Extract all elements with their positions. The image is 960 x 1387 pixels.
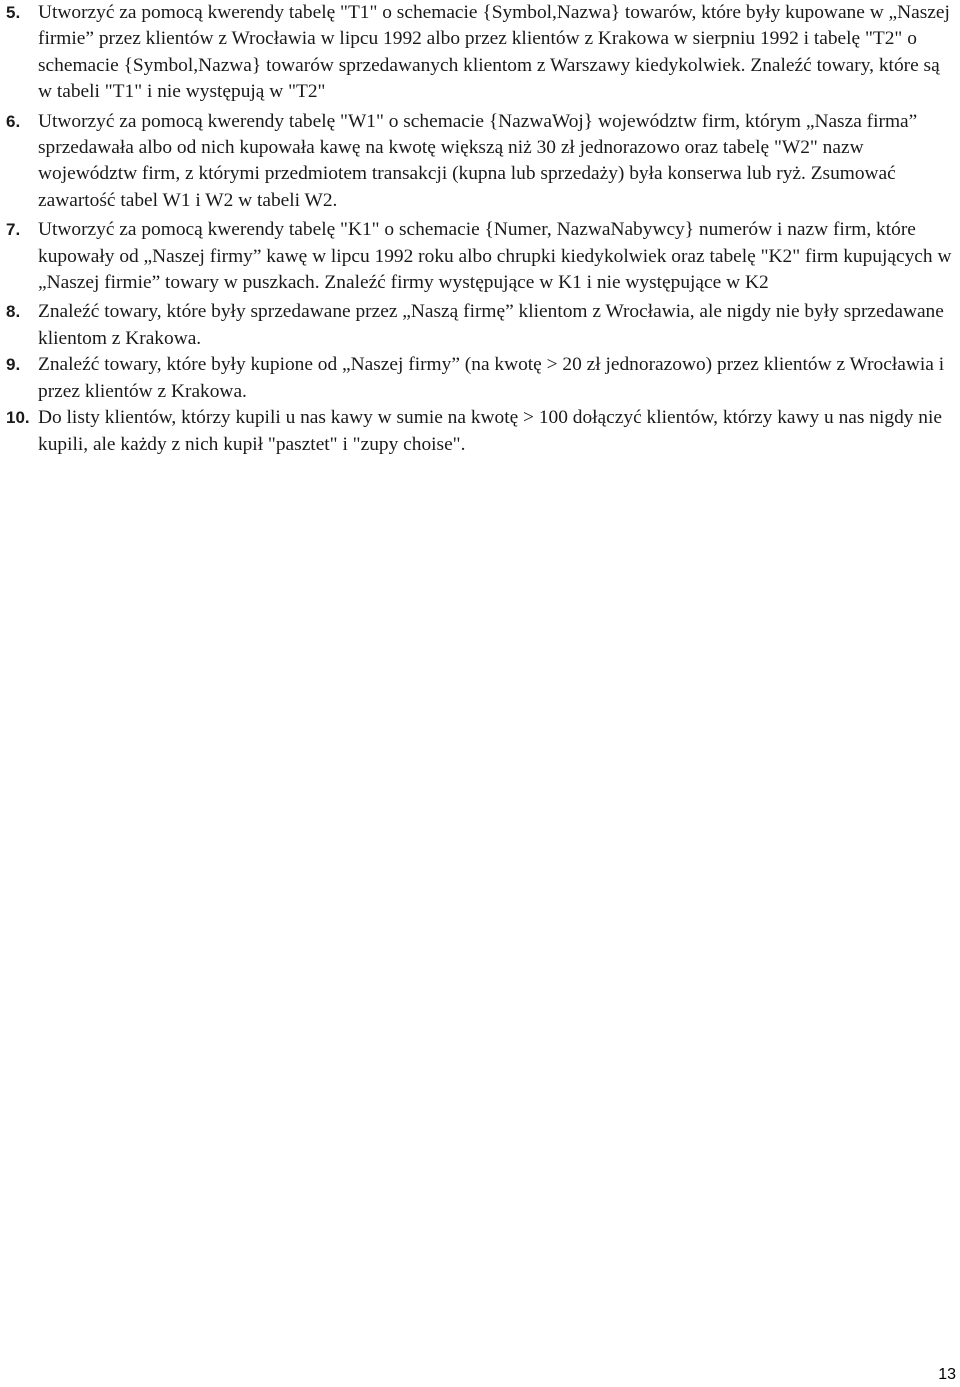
task-item-10: [6, 405, 956, 458]
task-number: 7.: [6, 220, 21, 240]
task-number: 6.: [6, 111, 21, 131]
task-text: Znaleźć towary, które były kupione od „Naszej firmy” (na kwotę > 20 zł jednorazowo) przez klientów z Wrocławia i przez klientów z Krakowa.: [38, 354, 945, 402]
task-list: [6, 0, 956, 458]
task-number: 5.: [6, 3, 21, 22]
task-number: 9.: [6, 355, 21, 375]
task-item-6: [6, 109, 956, 215]
task-item-7: [6, 217, 956, 296]
page-number: 13: [938, 1366, 956, 1383]
task-item-8: [6, 299, 956, 352]
task-text: Do listy klientów, którzy kupili u nas kawy w sumie na kwotę > 100 dołączyć klientów, którzy kawy u nas nigdy nie kupili, ale każdy z nich kupił "pasztet" i "zupy choise".: [38, 407, 942, 455]
task-text: Utworzyć za pomocą kwerendy tabelę "W1" o schemacie {NazwaWoj} województw firm, którym „Nasza firma” sprzedawała albo od nich kupowała kawę na kwotę większą niż 30 zł jednorazowo oraz tabelę "W2" nazw województw firm, z którymi przedmiotem transakcji (kupna lub sprzedaży) była konserwa lub ryż. Zsumować zawartość tabel W1 i W2 w tabeli W2.: [38, 110, 918, 211]
task-text: Utworzyć za pomocą kwerendy tabelę "K1" o schemacie {Numer, NazwaNabywcy} numerów i nazw firm, które kupowały od „Naszej firmy” kawę w lipcu 1992 roku albo chrupki kiedykolwiek oraz tabelę "K2" firm kupujących w „Naszej firmie” towary w puszkach. Znaleźć firmy występujące w K1 i nie występujące w K2: [38, 219, 952, 294]
task-number: 8.: [6, 302, 21, 322]
task-text: Znaleźć towary, które były sprzedawane przez „Naszą firmę” klientom z Wrocławia, ale nigdy nie były sprzedawane klientom z Krakowa.: [38, 301, 944, 349]
task-item-5: [6, 0, 956, 106]
task-text: Utworzyć za pomocą kwerendy tabelę "T1" o schemacie {Symbol,Nazwa} towarów, które były kupowane w „Naszej firmie” przez klientów z Wrocławia w lipcu 1992 albo przez klientów z Krakowa w sierpniu 1992 i tabelę "T2" o schemacie {Symbol,Nazwa} towarów sprzedawanych klientom z Warszawy kiedykolwiek. Znaleźć towary, które są w tabeli "T1" i nie występują w "T2": [38, 2, 950, 103]
task-number: 10.: [6, 408, 30, 428]
task-item-9: [6, 352, 956, 405]
